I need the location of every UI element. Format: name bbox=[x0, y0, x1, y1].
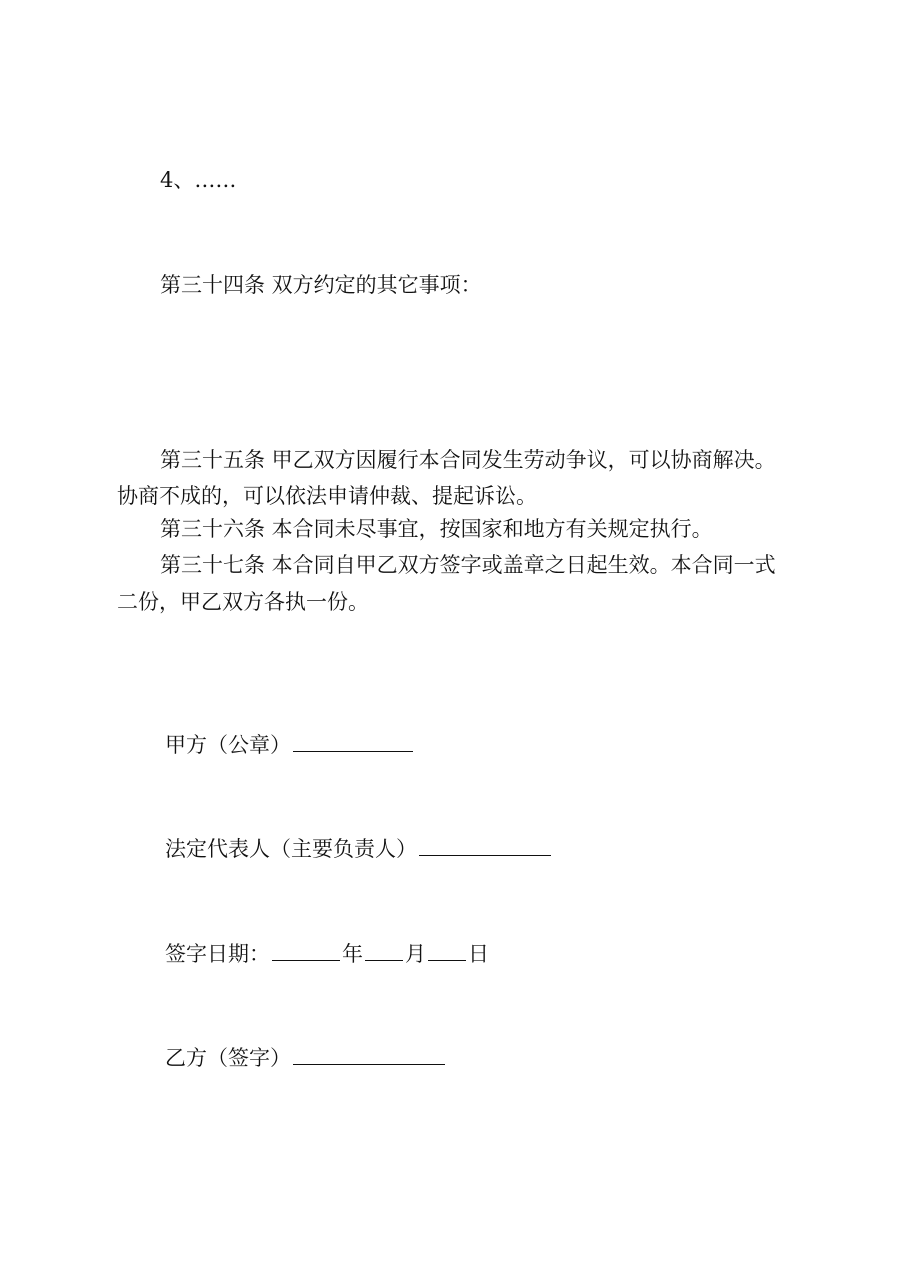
party-b-signature-blank[interactable] bbox=[293, 1044, 445, 1065]
sign-date-year-label: 年 bbox=[342, 942, 363, 966]
list-item-4: 4、…… bbox=[160, 168, 237, 192]
party-a-signature-row bbox=[165, 731, 415, 756]
article-34: 第三十四条 双方约定的其它事项： bbox=[160, 273, 482, 297]
article-37-line-1: 第三十七条 本合同自甲乙双方签字或盖章之日起生效。本合同一式 bbox=[160, 553, 776, 577]
party-a-seal-blank[interactable] bbox=[293, 731, 413, 752]
article-37-line-2: 二份，甲乙双方各执一份。 bbox=[117, 590, 369, 614]
article-35-line-1: 第三十五条 甲乙双方因履行本合同发生劳动争议，可以协商解决。 bbox=[160, 448, 776, 472]
sign-date-month-blank[interactable] bbox=[365, 940, 403, 961]
party-b-label: 乙方（签字） bbox=[165, 1046, 291, 1070]
sign-date-day-blank[interactable] bbox=[428, 940, 466, 961]
party-b-signature-row bbox=[165, 1044, 447, 1069]
legal-representative-label: 法定代表人（主要负责人） bbox=[165, 837, 417, 861]
legal-representative-blank[interactable] bbox=[419, 835, 551, 856]
legal-representative-row bbox=[165, 835, 553, 860]
party-a-label: 甲方（公章） bbox=[165, 733, 291, 757]
sign-date-day-label: 日 bbox=[468, 942, 489, 966]
sign-date-row bbox=[165, 940, 489, 965]
article-36: 第三十六条 本合同未尽事宜，按国家和地方有关规定执行。 bbox=[160, 517, 713, 541]
article-35-line-2: 协商不成的，可以依法申请仲裁、提起诉讼。 bbox=[117, 484, 537, 508]
sign-date-label: 签字日期： bbox=[165, 942, 270, 966]
sign-date-month-label: 月 bbox=[405, 942, 426, 966]
sign-date-year-blank[interactable] bbox=[272, 940, 340, 961]
